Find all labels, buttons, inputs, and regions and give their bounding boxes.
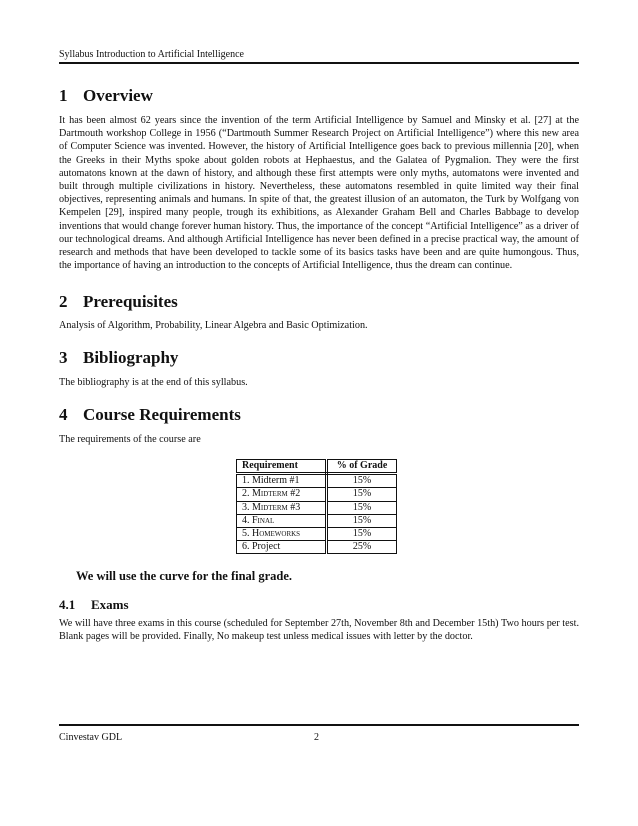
bibliography-paragraph: The bibliography is at the end of this syllabus. <box>59 377 248 388</box>
section-number: 3 <box>59 348 68 367</box>
subsection-number: 4.1 <box>59 597 76 612</box>
footer-rule <box>59 724 579 726</box>
exams-paragraph: We will have three exams in this course (scheduled for September 27th, November 8th and December 15th) Two hours per test. Blank pages will be provided. Finally, No makeup test unless medical issues with letter by the doctor. <box>59 618 579 643</box>
table-cell-grade: 15% <box>327 474 397 488</box>
running-header: Syllabus Introduction to Artificial Intelligence <box>59 49 244 60</box>
table-header-grade: % of Grade <box>327 460 397 474</box>
table-cell-requirement: 6. Project <box>237 541 327 554</box>
subsection-title-exams <box>59 597 129 613</box>
page-number: 2 <box>314 732 319 743</box>
section-heading: Bibliography <box>83 348 179 367</box>
table-row <box>237 501 397 514</box>
section-number: 1 <box>59 86 68 105</box>
section-heading: Overview <box>83 86 153 105</box>
section-title-prerequisites <box>59 292 178 312</box>
section-heading: Course Requirements <box>83 405 241 424</box>
section-number: 4 <box>59 405 68 424</box>
table-cell-grade: 15% <box>327 528 397 541</box>
footer-institution: Cinvestav GDL <box>59 732 123 743</box>
table-cell-grade: 15% <box>327 501 397 514</box>
requirements-table <box>236 459 397 554</box>
table-row <box>237 528 397 541</box>
subsection-heading: Exams <box>91 597 129 612</box>
table-cell-requirement: 3. Midterm #3 <box>237 501 327 514</box>
table-cell-requirement: 1. Midterm #1 <box>237 474 327 488</box>
section-number: 2 <box>59 292 68 311</box>
section-title-course-requirements <box>59 405 241 425</box>
table-cell-grade: 25% <box>327 541 397 554</box>
section-title-bibliography <box>59 348 178 368</box>
section-heading: Prerequisites <box>83 292 178 311</box>
table-cell-grade: 15% <box>327 514 397 527</box>
table-row <box>237 514 397 527</box>
table-row <box>237 488 397 501</box>
table-header-row <box>237 460 397 474</box>
header-rule <box>59 62 579 64</box>
table-cell-requirement: 4. Final <box>237 514 327 527</box>
grading-note: We will use the curve for the final grade. <box>76 569 293 583</box>
section-title-overview <box>59 86 153 106</box>
prerequisites-paragraph: Analysis of Algorithm, Probability, Linear Algebra and Basic Optimization. <box>59 320 368 331</box>
table-row <box>237 474 397 488</box>
table-header-requirement: Requirement <box>237 460 327 474</box>
table-cell-requirement: 5. Homeworks <box>237 528 327 541</box>
table-cell-requirement: 2. Midterm #2 <box>237 488 327 501</box>
table-cell-grade: 15% <box>327 488 397 501</box>
overview-paragraph: It has been almost 62 years since the invention of the term Artificial Intelligence by Samuel and Minsky et al. [27] at the Dartmouth workshop College in 1956 (“Dartmouth Summer Research Project on Artificial Intelligence”) where this new area of Computer Science was invented. However, the history of Artificial Intelligence goes back to previous millennia [20], when the Greeks in their Myths spoke about golden robots at Hephaestus, and the Galatea of Pygmalion. They were the first automatons known at the dawn of history, and although these first attempts were only myths, automatons were invented and built through multiple civilizations in history. Nevertheless, these automatons resembled in quite limited way their final objectives, representing animals and humans. In spite of that, the greatest illusion of an automaton, the Turk by Wolfgang von Kempelen [29], inspired many people, trough its exhibitions, as Alexander Graham Bell and Charles Babbage to develop inventions that would change forever human history. Thus, the importance of the concept “Artificial Intelligence” as a driver of our technological dreams. And although Artificial Intelligence has never been defined in a precise practical way, the amount of research and methods that have been developed to tackle some of its basics tasks have been and are quite humongous. Thus, the importance of having an introduction to the concepts of Artificial Intelligence, thus the dream can continue. <box>59 115 579 272</box>
table-row <box>237 541 397 554</box>
requirements-intro: The requirements of the course are <box>59 434 201 445</box>
